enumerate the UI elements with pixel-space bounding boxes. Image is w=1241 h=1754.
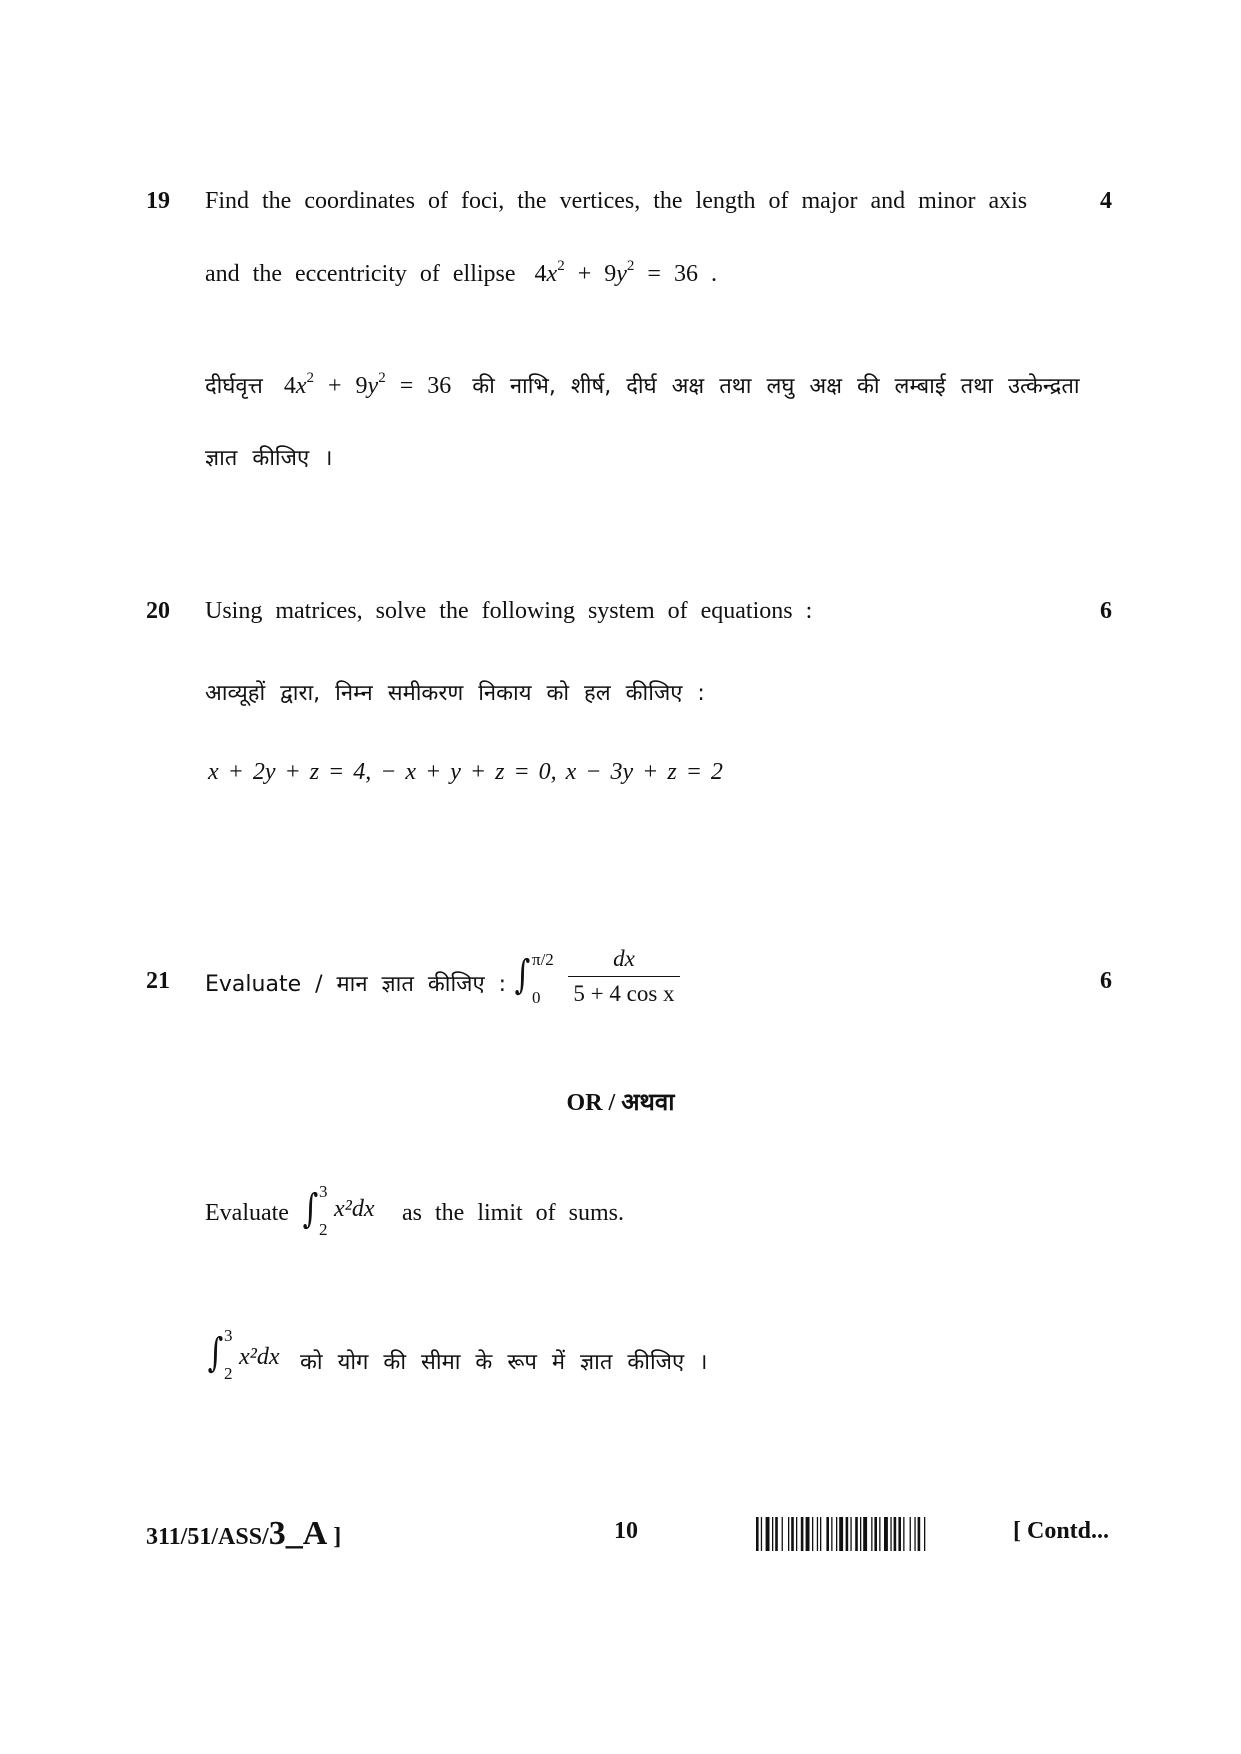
integral-1-upper: π/2 (532, 950, 554, 969)
q21-marks: 6 (1100, 968, 1112, 994)
integral-3-upper: 3 (224, 1326, 233, 1345)
integral-1-lower: 0 (532, 988, 541, 1007)
integral-3-sign: ∫ (207, 1330, 224, 1376)
paper-code-suffix: ] (327, 1524, 342, 1550)
barcode-bar (903, 1517, 904, 1551)
barcode-bar (924, 1517, 925, 1551)
q21-alt-suffix: as the limit of sums. (402, 1200, 624, 1226)
paper-code-prefix: 311/51/ASS/ (146, 1524, 269, 1550)
barcode-bar (850, 1517, 851, 1551)
q19-line2 (205, 258, 717, 288)
q19-hindi-line1 (205, 370, 1080, 400)
barcode-bar (898, 1517, 901, 1551)
paper-code (146, 1515, 341, 1553)
barcode-bar (846, 1517, 849, 1551)
q19-equation: $4x^2 + 9y^2 = 36$ . (534, 258, 717, 287)
integral-2-sign: ∫ (302, 1186, 319, 1232)
integral-1 (512, 946, 682, 1022)
integral-3-integrand: x²dx (239, 1344, 280, 1370)
barcode-bar (817, 1517, 818, 1551)
barcode-bar (820, 1517, 821, 1551)
q20-marks: 6 (1100, 598, 1112, 624)
integral-1-fraction (568, 946, 680, 1007)
q20-equations: x + 2y + z = 4, − x + y + z = 0, x − 3y + z = 2 (208, 759, 723, 785)
integral-2-lower: 2 (319, 1220, 328, 1239)
barcode-bar (812, 1517, 813, 1551)
q21-alt-prefix: Evaluate (205, 1200, 289, 1226)
integral-1-numerator: dx (568, 946, 680, 977)
barcode-bar (863, 1517, 867, 1551)
integral-2 (300, 1182, 390, 1246)
integral-1-sign: ∫ (514, 952, 531, 998)
barcode-bar (756, 1517, 759, 1551)
integral-2-upper: 3 (319, 1182, 328, 1201)
barcode-bar (890, 1517, 891, 1551)
q20-hindi: आव्यूहों द्वारा, निम्न समीकरण निकाय को हल कीजिए : (205, 681, 705, 706)
q21-prompt-text: Evaluate / मान ज्ञात कीजिए : (205, 972, 507, 997)
barcode-bar (879, 1517, 880, 1551)
integral-3 (205, 1326, 295, 1390)
integral-2-integrand: x²dx (334, 1196, 375, 1222)
or-separator (0, 1085, 1241, 1118)
barcode-bar (796, 1517, 797, 1551)
q20-line1: Using matrices, solve the following system of equations : (205, 598, 813, 624)
barcode-image (756, 1517, 988, 1551)
barcode-bar (761, 1517, 762, 1551)
integral-3-lower: 2 (224, 1364, 233, 1383)
barcode-bar (894, 1517, 897, 1551)
barcode-bar (775, 1517, 778, 1551)
q19-line1: Find the coordinates of foci, the vertices, the length of major and minor axis (205, 188, 1028, 214)
q19-hindi-equation: $4x^2 + 9y^2 = 36$ (283, 370, 452, 399)
question-number-21: 21 (146, 968, 170, 994)
barcode-bar (836, 1517, 837, 1551)
q19-hindi-word: दीर्घवृत्त (205, 374, 263, 399)
barcode-bar (788, 1517, 789, 1551)
barcode-bar (826, 1517, 829, 1551)
barcode-bar (910, 1517, 911, 1551)
page-number: 10 (614, 1518, 638, 1544)
barcode-bar (860, 1517, 861, 1551)
barcode-bar (884, 1517, 888, 1551)
q19-hindi-rest: की नाभि, शीर्ष, दीर्घ अक्ष तथा लघु अक्ष की लम्बाई तथा उत्केन्द्रता (472, 374, 1080, 399)
q21-prompt (205, 968, 506, 998)
barcode-bar (766, 1517, 770, 1551)
q19-marks: 4 (1100, 188, 1112, 214)
barcode-bar (791, 1517, 794, 1551)
q21-hindi-alt: को योग की सीमा के रूप में ज्ञात कीजिए । (300, 1350, 708, 1375)
paper-code-set: 3_A (268, 1515, 328, 1552)
barcode-bar (914, 1517, 915, 1551)
barcode-bar (874, 1517, 877, 1551)
barcode-bar (855, 1517, 858, 1551)
barcode-bar (839, 1517, 843, 1551)
barcode-bar (782, 1517, 783, 1551)
or-label: OR / अथवा (566, 1090, 675, 1116)
contd-label: [ Contd... (1013, 1518, 1110, 1544)
question-number-19: 19 (146, 188, 170, 214)
barcode-bar (801, 1517, 804, 1551)
barcode-bar (806, 1517, 810, 1551)
question-number-20: 20 (146, 598, 170, 624)
barcode-bar (831, 1517, 832, 1551)
integral-1-denominator: 5 + 4 cos x (573, 981, 675, 1006)
q19-hindi-line2: ज्ञात कीजिए । (205, 446, 333, 471)
barcode-bar (871, 1517, 872, 1551)
q19-line2-text: and the eccentricity of ellipse (205, 261, 516, 287)
barcode-bar (772, 1517, 773, 1551)
barcode-bar (918, 1517, 921, 1551)
